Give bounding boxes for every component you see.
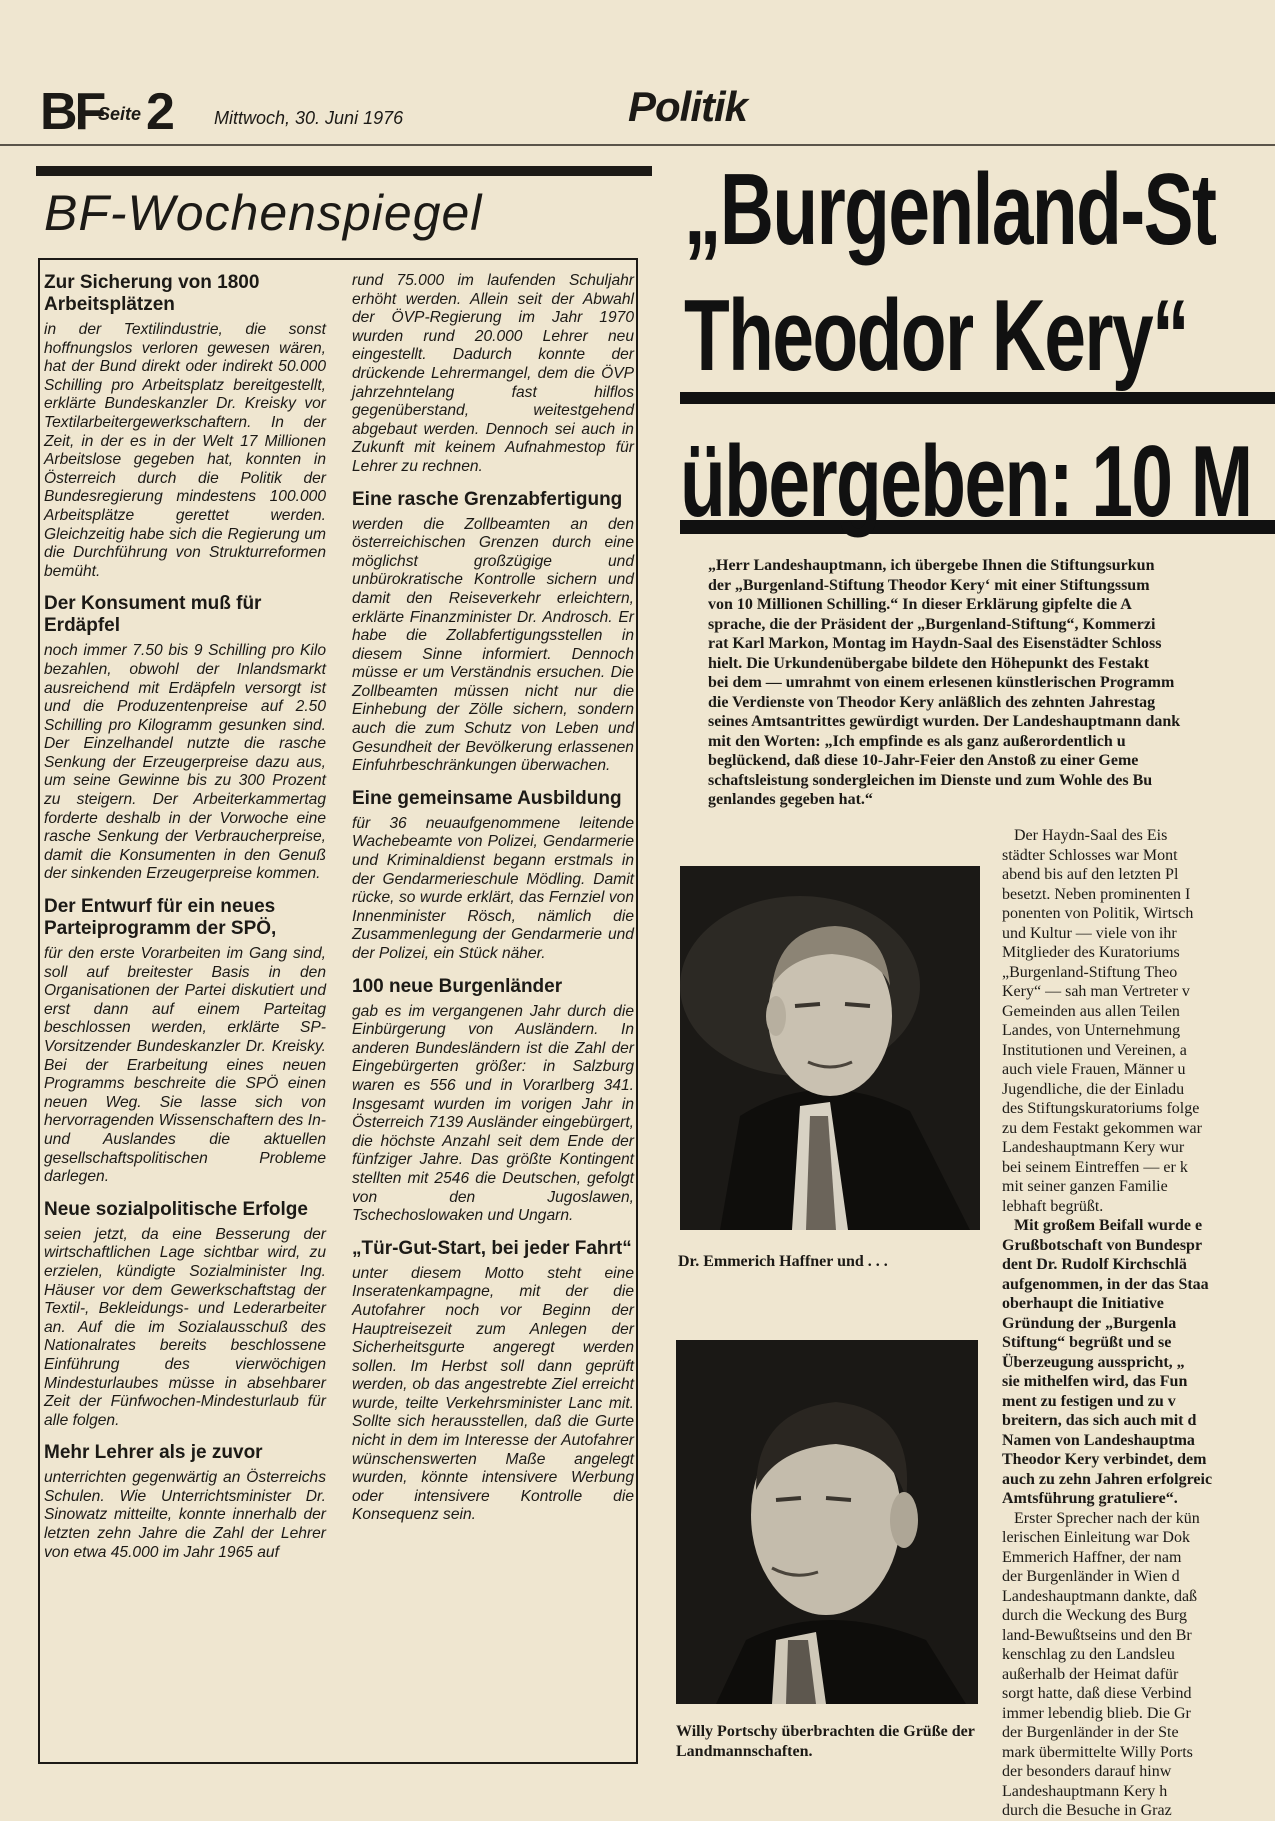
body-line: außerhalb der Heimat dafür	[1002, 1665, 1179, 1683]
body-line: immer lebendig blieb. Die Gr	[1002, 1704, 1191, 1722]
body-line: Kery“ — sah man Vertreter v	[1002, 983, 1190, 1000]
body-line: Emmerich Haffner, der nam	[1002, 1548, 1182, 1566]
body-line: bei seinem Eintreffen — er k	[1002, 1158, 1188, 1176]
page-number: 2	[146, 83, 175, 141]
newspaper-logo: BF	[40, 83, 104, 141]
news-item-heading: „Tür-Gut-Start, bei jeder Fahrt“	[352, 1237, 632, 1259]
body-line: Landeshauptmann dankte, daß	[1002, 1587, 1198, 1605]
body-line: kenschlag zu den Landsleu	[1002, 1646, 1175, 1663]
caption-photo-1: Dr. Emmerich Haffner und . . .	[678, 1253, 888, 1270]
lead-line: hielt. Die Urkundenübergabe bildete den Höhepunkt des Festakt	[708, 654, 1149, 672]
body-line: dent Dr. Rudolf Kirchschlä	[1002, 1256, 1187, 1273]
body-line: auch viele Frauen, Männer u	[1002, 1061, 1186, 1078]
body-line: Gemeinden aus allen Teilen	[1002, 1002, 1180, 1020]
lead-line: genlandes gegeben hat.“	[708, 791, 873, 808]
issue-date: Mittwoch, 30. Juni 1976	[214, 108, 404, 128]
body-line: land-Bewußtseins und den Br	[1002, 1626, 1192, 1644]
lead-line: beglückend, daß diese 10-Jahr-Feier den Anstoß zu einer Geme	[708, 752, 1139, 769]
body-line: Der Haydn-Saal des Eis	[1002, 827, 1168, 844]
news-item-text: unter diesem Motto steht eine Inseratenkampagne, mit der die Autofahrer noch vor Beginn der Hauptreisezeit zum Anlegen der Sicherheitsgurte angeregt werden sollen. Im Herbst soll dann geprüft werden, ob das angestrebte Ziel erreicht wurde, teilte Verkehrsminister Lanc mit. Sollte sich herausstellen, daß die Gurte nicht in dem im Interesse der Autofahrer wünschenswerten Maße angelegt wurden, könnte intensivere Werbung oder intensivere Kontrolle die Konsequenz sein.	[352, 1264, 634, 1524]
wochenspiegel-column-2	[352, 272, 634, 1537]
body-line: sie mithelfen wird, das Fun	[1002, 1373, 1188, 1390]
body-line: Mitglieder des Kuratoriums	[1002, 944, 1180, 961]
body-line: besetzt. Neben prominenten I	[1002, 885, 1191, 903]
wochenspiegel-column-1	[44, 272, 326, 1574]
body-line: mit seiner ganzen Familie	[1002, 1178, 1168, 1195]
body-line: auch zu zehn Jahren erfolgreic	[1002, 1470, 1213, 1488]
body-line: Gründung der „Burgenla	[1002, 1314, 1177, 1332]
news-item-heading: Der Konsument muß für Erdäpfel	[44, 593, 262, 637]
body-line: ment zu festigen und zu v	[1002, 1392, 1176, 1410]
news-item-heading: Eine rasche Grenzabfertigung	[352, 488, 623, 510]
body-line: städter Schlosses war Mont	[1002, 846, 1178, 864]
body-line: sorgt hatte, daß diese Verbind	[1002, 1685, 1192, 1702]
body-line: „Burgenland-Stiftung Theo	[1002, 963, 1178, 981]
lead-line: „Herr Landeshauptmann, ich übergebe Ihnen die Stiftungsurkun	[708, 557, 1155, 574]
page-label: Seite	[98, 104, 142, 124]
lead-line: sprache, die der Präsident der „Burgenland-Stiftung“, Kommerzi	[708, 615, 1156, 633]
body-line: Landeshauptmann Kery h	[1002, 1782, 1168, 1800]
body-line: der Burgenländer in der Ste	[1002, 1724, 1179, 1741]
body-line: Institutionen und Vereinen, a	[1002, 1041, 1187, 1059]
news-item-text: werden die Zollbeamten an den österreichischen Grenzen durch eine möglichst großzügige und unbürokratische Kontrolle sichern und damit den Reiseverkehr erleichtern, erklärte Finanzminister Dr. Androsch. Er habe die Zollabfertigungsstellen in diesem Sinne informiert. Dennoch müsse er um Verständnis ersuchen. Die Zollbeamten müssen nicht nur die Einhebung der Zölle sichern, sondern auch die zum Schutz von Leben und Gesundheit der Bevölkerung erlassenen Einfuhrbeschränkungen überwachen.	[352, 515, 634, 775]
body-line: Amtsführung gratuliere“.	[1002, 1490, 1178, 1507]
body-line: zu dem Festakt gekommen war	[1002, 1119, 1202, 1137]
lead-line: mit den Worten: „Ich empfinde es als ganz außerordentlich u	[708, 732, 1126, 750]
news-item-text: in der Textilindustrie, die sonst hoffnungslos verloren gewesen wären, hat der Bund direkt oder indirekt 50.000 Schilling pro Arbeitsplatz bereitgestellt, erklärte Bundeskanzler Dr. Kreisky vor Textilarbeitergewerkschaftern. In der Zeit, in der es in der Welt 17 Millionen Arbeitslose gegeben hat, konnten in Österreich durch die Politik der Bundesregierung mindestens 100.000 Arbeitsplätze gerettet werden. Gleichzeitig habe sich die Regierung um die Durchführung von Strukturreformen bemüht.	[44, 321, 326, 580]
caption-photo-2: Willy Portschy überbrachten die Grüße der Landmannschaften.	[676, 1723, 975, 1760]
lead-line: rat Karl Markon, Montag im Haydn-Saal des Eisenstädter Schloss	[708, 635, 1162, 652]
lead-line: bei dem — umrahmt von einem erlesenen künstlerischen Programm	[708, 674, 1175, 691]
body-line: durch die Weckung des Burg	[1002, 1607, 1188, 1624]
body-line: ponenten von Politik, Wirtsch	[1002, 905, 1194, 922]
headline-line-2: Theodor Kery“	[684, 279, 1188, 393]
body-line: Überzeugung ausspricht, „	[1002, 1353, 1185, 1371]
article-body	[1002, 826, 1275, 1821]
body-line: der besonders darauf hinw	[1002, 1763, 1172, 1780]
body-line: Landeshauptmann Kery wur	[1002, 1139, 1185, 1156]
news-item-text: noch immer 7.50 bis 9 Schilling pro Kilo bezahlen, obwohl der Inlandsmarkt ausreichend mit Erdäpfeln versorgt ist und die Produzentenpreise auf 2.50 Schilling pro Kilogramm gesunken sind. Der Einzelhandel nutzte die rasche Senkung der Erzeugerpreise dazu aus, um seine Gewinne bis zu 300 Prozent zu steigern. Der Arbeiterkammertag forderte deshalb in der Vorwoche eine rasche Senkung der Verbraucherpreise, damit die Konsumenten in den Genuß der sinkenden Erzeugerpreise kommen.	[44, 642, 326, 883]
news-item-text: gab es im vergangenen Jahr durch die Einbürgerung von Ausländern. In anderen Bundesländern ist die Zahl der Eingebürgerten größer: in Salzburg waren es 556 und in Vorarlberg 341. Insgesamt wurden im vorigen Jahr in Österreich 7139 Ausländer eingebürgert, die höchste Anzahl seit dem Ende der fünfziger Jahre. Das größte Kontingent stellten mit 2546 die Deutschen, gefolgt von den Jugoslawen, Tschechoslowaken und Ungarn.	[352, 1002, 634, 1225]
body-line: Namen von Landeshauptma	[1002, 1431, 1195, 1449]
news-item-heading: Eine gemeinsame Ausbildung	[352, 787, 622, 809]
body-line: des Stiftungskuratoriums folge	[1002, 1100, 1200, 1117]
body-line: mark übermittelte Willy Ports	[1002, 1743, 1193, 1761]
headline-line-1: „Burgenland-St	[684, 153, 1216, 267]
lead-line: die Verdienste von Theodor Kery anläßlich des zehnten Jahrestag	[708, 693, 1156, 711]
headline-line-3: übergeben: 10 M	[680, 425, 1252, 539]
body-line: Stiftung“ begrüßt und se	[1002, 1334, 1172, 1351]
masthead-rule	[0, 144, 1275, 146]
portrait-2-image	[676, 1340, 978, 1704]
wochenspiegel-bar	[36, 166, 652, 176]
body-line: Erster Sprecher nach der kün	[1002, 1509, 1200, 1527]
photo-emmerich-haffner	[680, 866, 980, 1230]
body-line: Jugendliche, die der Einladu	[1002, 1080, 1185, 1098]
news-item-heading: Zur Sicherung von 1800 Arbeitsplätzen	[44, 272, 260, 315]
body-line: durch die Besuche in Graz	[1002, 1802, 1172, 1819]
body-line: Mit großem Beifall wurde e	[1002, 1217, 1203, 1234]
body-line: oberhaupt die Initiative	[1002, 1295, 1164, 1312]
news-item-heading: Der Entwurf für ein neues Parteiprogramm der SPÖ,	[44, 896, 277, 940]
lead-line: von 10 Millionen Schilling.“ In dieser Erklärung gipfelte die A	[708, 596, 1132, 613]
news-item-heading: Mehr Lehrer als je zuvor	[44, 1442, 263, 1464]
portrait-1-image	[680, 866, 980, 1230]
headline-rule-1	[680, 392, 1275, 404]
lead-line: seines Amtsantrittes gewürdigt wurden. Der Landeshauptmann dank	[708, 713, 1181, 730]
body-line: Grußbotschaft von Bundespr	[1002, 1236, 1203, 1254]
article-lead	[708, 556, 1275, 810]
section-title: Politik	[628, 83, 748, 130]
news-item-heading: 100 neue Burgenländer	[352, 975, 563, 997]
body-line: aufgenommen, in der das Staa	[1002, 1275, 1209, 1293]
body-line: lerischen Einleitung war Dok	[1002, 1529, 1190, 1546]
body-line: abend bis auf den letzten Pl	[1002, 866, 1179, 883]
news-item-heading: Neue sozialpolitische Erfolge	[44, 1198, 308, 1220]
lead-line: der „Burgenland-Stiftung Theodor Kery‘ mit einer Stiftungssum	[708, 576, 1150, 594]
body-line: und Kultur — viele von ihr	[1002, 924, 1177, 942]
wochenspiegel-title: BF-Wochenspiegel	[44, 185, 483, 241]
news-item-text: rund 75.000 im laufenden Schuljahr erhöht werden. Allein seit der Abwahl der ÖVP-Regierung im Jahr 1970 wurden rund 20.000 Lehrer neu eingestellt. Dadurch konnte der drückende Lehrermangel, dem die ÖVP jahrzehntelang fast hilflos gegenüberstand, weitestgehend abgebaut werden. Dennoch sei auch in Zukunft mit keinem Aufnahmestop für Lehrer zu rechnen.	[352, 272, 634, 475]
news-item-text: unterrichten gegenwärtig an Österreichs Schulen. Wie Unterrichtsminister Dr. Sinowatz mitteilte, konnte innerhalb der letzten zehn Jahre die Zahl der Lehrer von etwa 45.000 im Jahr 1965 auf	[44, 1469, 326, 1561]
body-line: der Burgenländer in Wien d	[1002, 1568, 1180, 1585]
body-line: Theodor Kery verbindet, dem	[1002, 1451, 1207, 1468]
body-line: Landes, von Unternehmung	[1002, 1022, 1181, 1039]
lead-line: schaftsleistung sondergleichen im Dienste und zum Wohle des Bu	[708, 771, 1153, 789]
body-line: lebhaft begrüßt.	[1002, 1197, 1104, 1215]
news-item-text: für 36 neuaufgenommene leitende Wachebeamte von Polizei, Gendarmerie und Kriminaldienst begann erstmals in der Gendarmerieschule Mödling. Damit rücke, so wurde erklärt, das Fernziel von Innenminister Rösch, nämlich die Zusammenlegung der Gendarmerie und der Polizei, ein Stück näher.	[352, 814, 634, 962]
body-line: breitern, das sich auch mit d	[1002, 1412, 1197, 1429]
news-item-text: für den erste Vorarbeiten im Gang sind, soll auf breitester Basis in den Organisationen der Partei diskutiert und erst dann auf einem Parteitag beschlossen werden, erklärte SP-Vorsitzender Bundeskanzler Dr. Kreisky. Bei der Erarbeitung eines neuen Programms beschreite die SPÖ einen neuen Weg. Sie lasse sich von hervorragenden Wissenschaftern des In- und Auslandes die aktuellen gesellschaftspolitischen Probleme darlegen.	[44, 945, 326, 1186]
photo-willy-portschy	[676, 1340, 978, 1704]
news-item-text: seien jetzt, da eine Besserung der wirtschaftlichen Lage sichtbar wird, zu erzielen, kündigte Sozialminister Ing. Häuser vor dem Gewerkschaftstag der Textil-, Bekleidungs- und Lederarbeiter an. Auf die im Sozialausschuß des Nationalrates bereits beschlossene Einführung des vierwöchigen Mindesturlaubes müsse in absehbarer Zeit der Fünfwochen-Mindesturlaub für alle folgen.	[44, 1225, 326, 1429]
